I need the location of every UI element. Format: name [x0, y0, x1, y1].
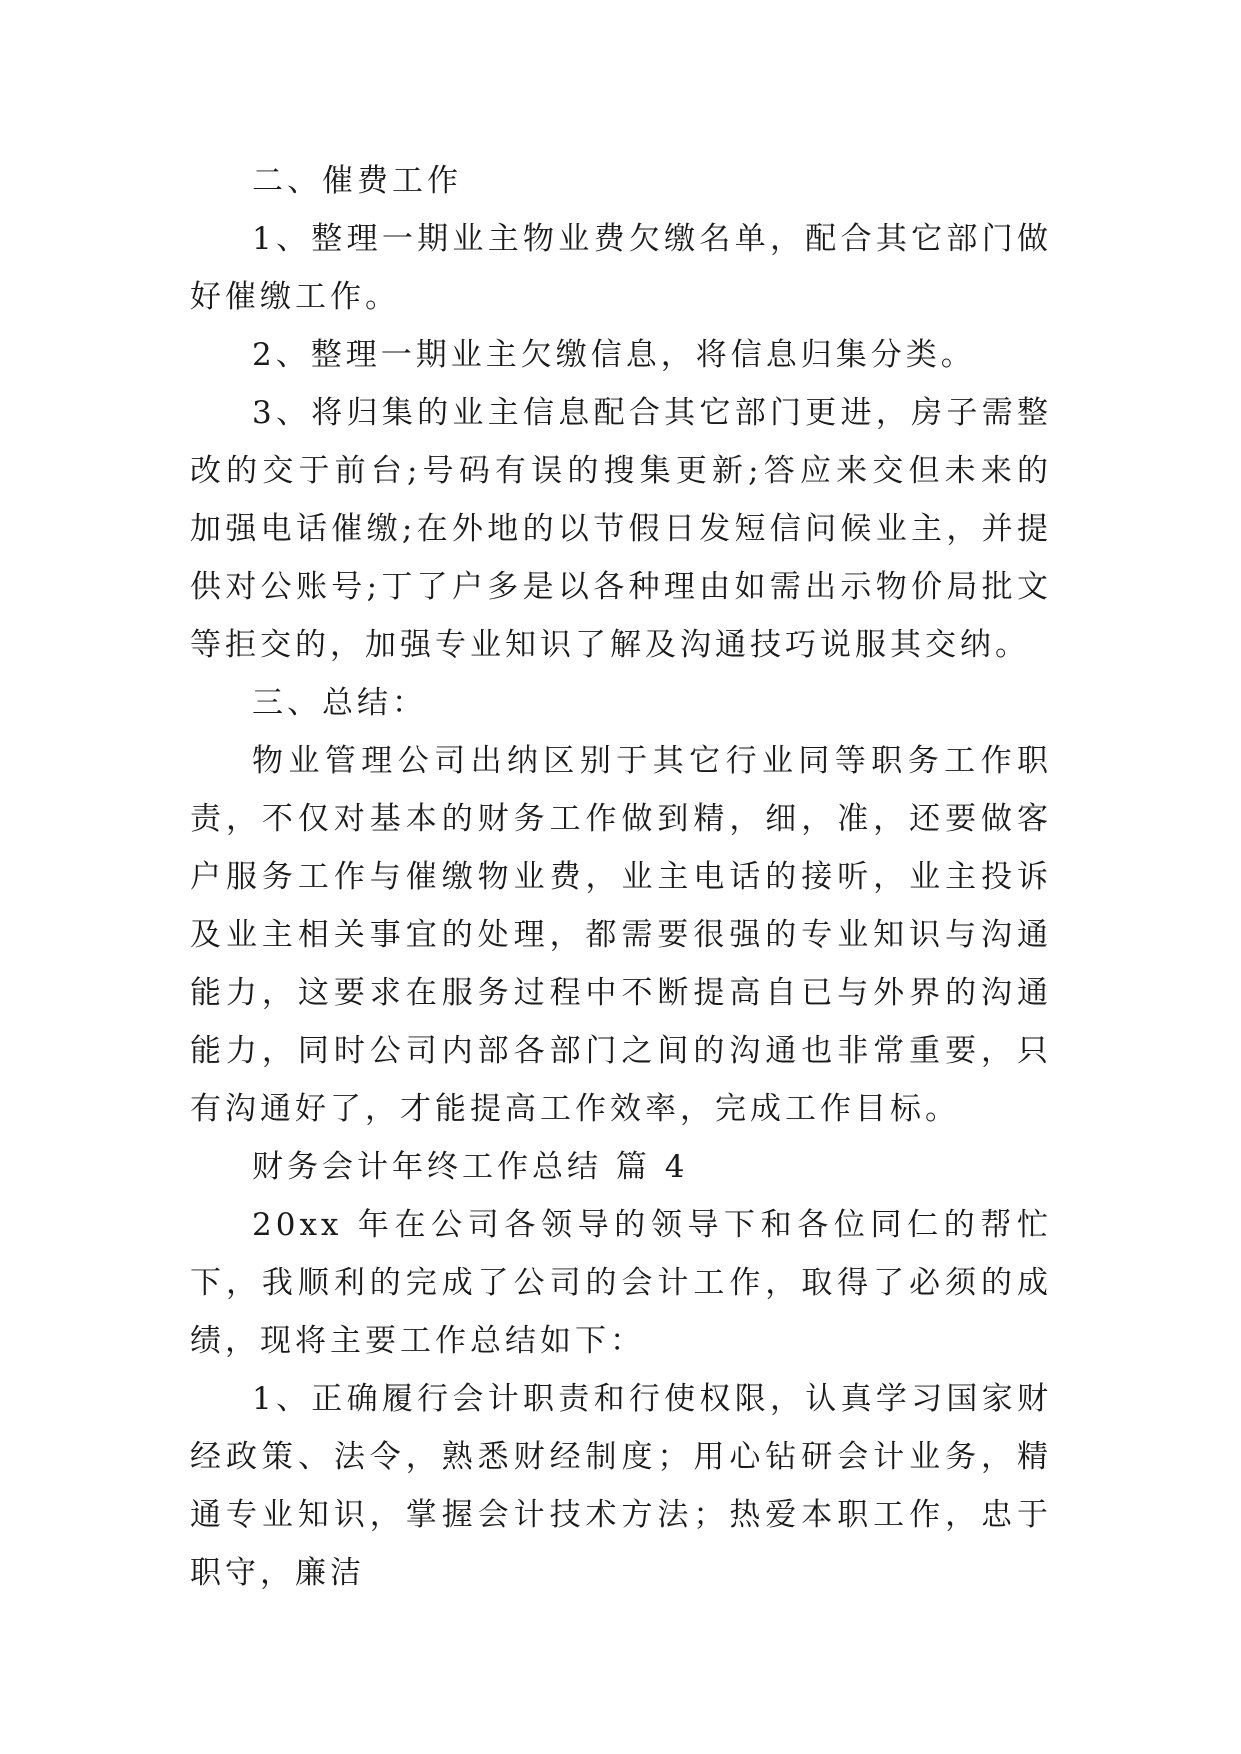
section-heading-summary: 三、总结： [252, 685, 427, 721]
paragraph: 1、正确履行会计职责和行使权限，认真学习国家财经政策、法令，熟悉财经制度；用心钻研会计业务，精通专业知识，掌握会计技术方法；热爱本职工作，忠于职守，廉洁 [190, 1381, 1052, 1591]
paragraph: 1、整理一期业主物业费欠缴名单，配合其它部门做好催缴工作。 [190, 221, 1052, 315]
section-heading-fee-collection: 二、催费工作 [252, 163, 462, 199]
paragraph: 2、整理一期业主欠缴信息，将信息归集分类。 [252, 337, 976, 373]
paragraph: 20xx 年在公司各领导的领导下和各位同仁的帮忙下，我顺利的完成了公司的会计工作，取得了必须的成绩，现将主要工作总结如下： [190, 1207, 1052, 1359]
paragraph: 物业管理公司出纳区别于其它行业同等职务工作职责，不仅对基本的财务工作做到精，细，准，还要做客户服务工作与催缴物业费，业主电话的接听，业主投诉及业主相关事宜的处理，都需要很强的专业知识与沟通能力，这要求在服务过程中不断提高自已与外界的沟通能力，同时公司内部各部门之间的沟通也非常重要，只有沟通好了，才能提高工作效率，完成工作目标。 [190, 743, 1052, 1127]
paragraph: 3、将归集的业主信息配合其它部门更进，房子需整改的交于前台;号码有误的搜集更新;答应来交但未来的加强电话催缴;在外地的以节假日发短信问候业主，并提供对公账号;丁了户多是以各种理由如需出示物价局批文等拒交的，加强专业知识了解及沟通技巧说服其交纳。 [190, 395, 1052, 663]
document-body [190, 152, 1052, 1602]
article-title: 财务会计年终工作总结 篇 4 [252, 1149, 689, 1185]
